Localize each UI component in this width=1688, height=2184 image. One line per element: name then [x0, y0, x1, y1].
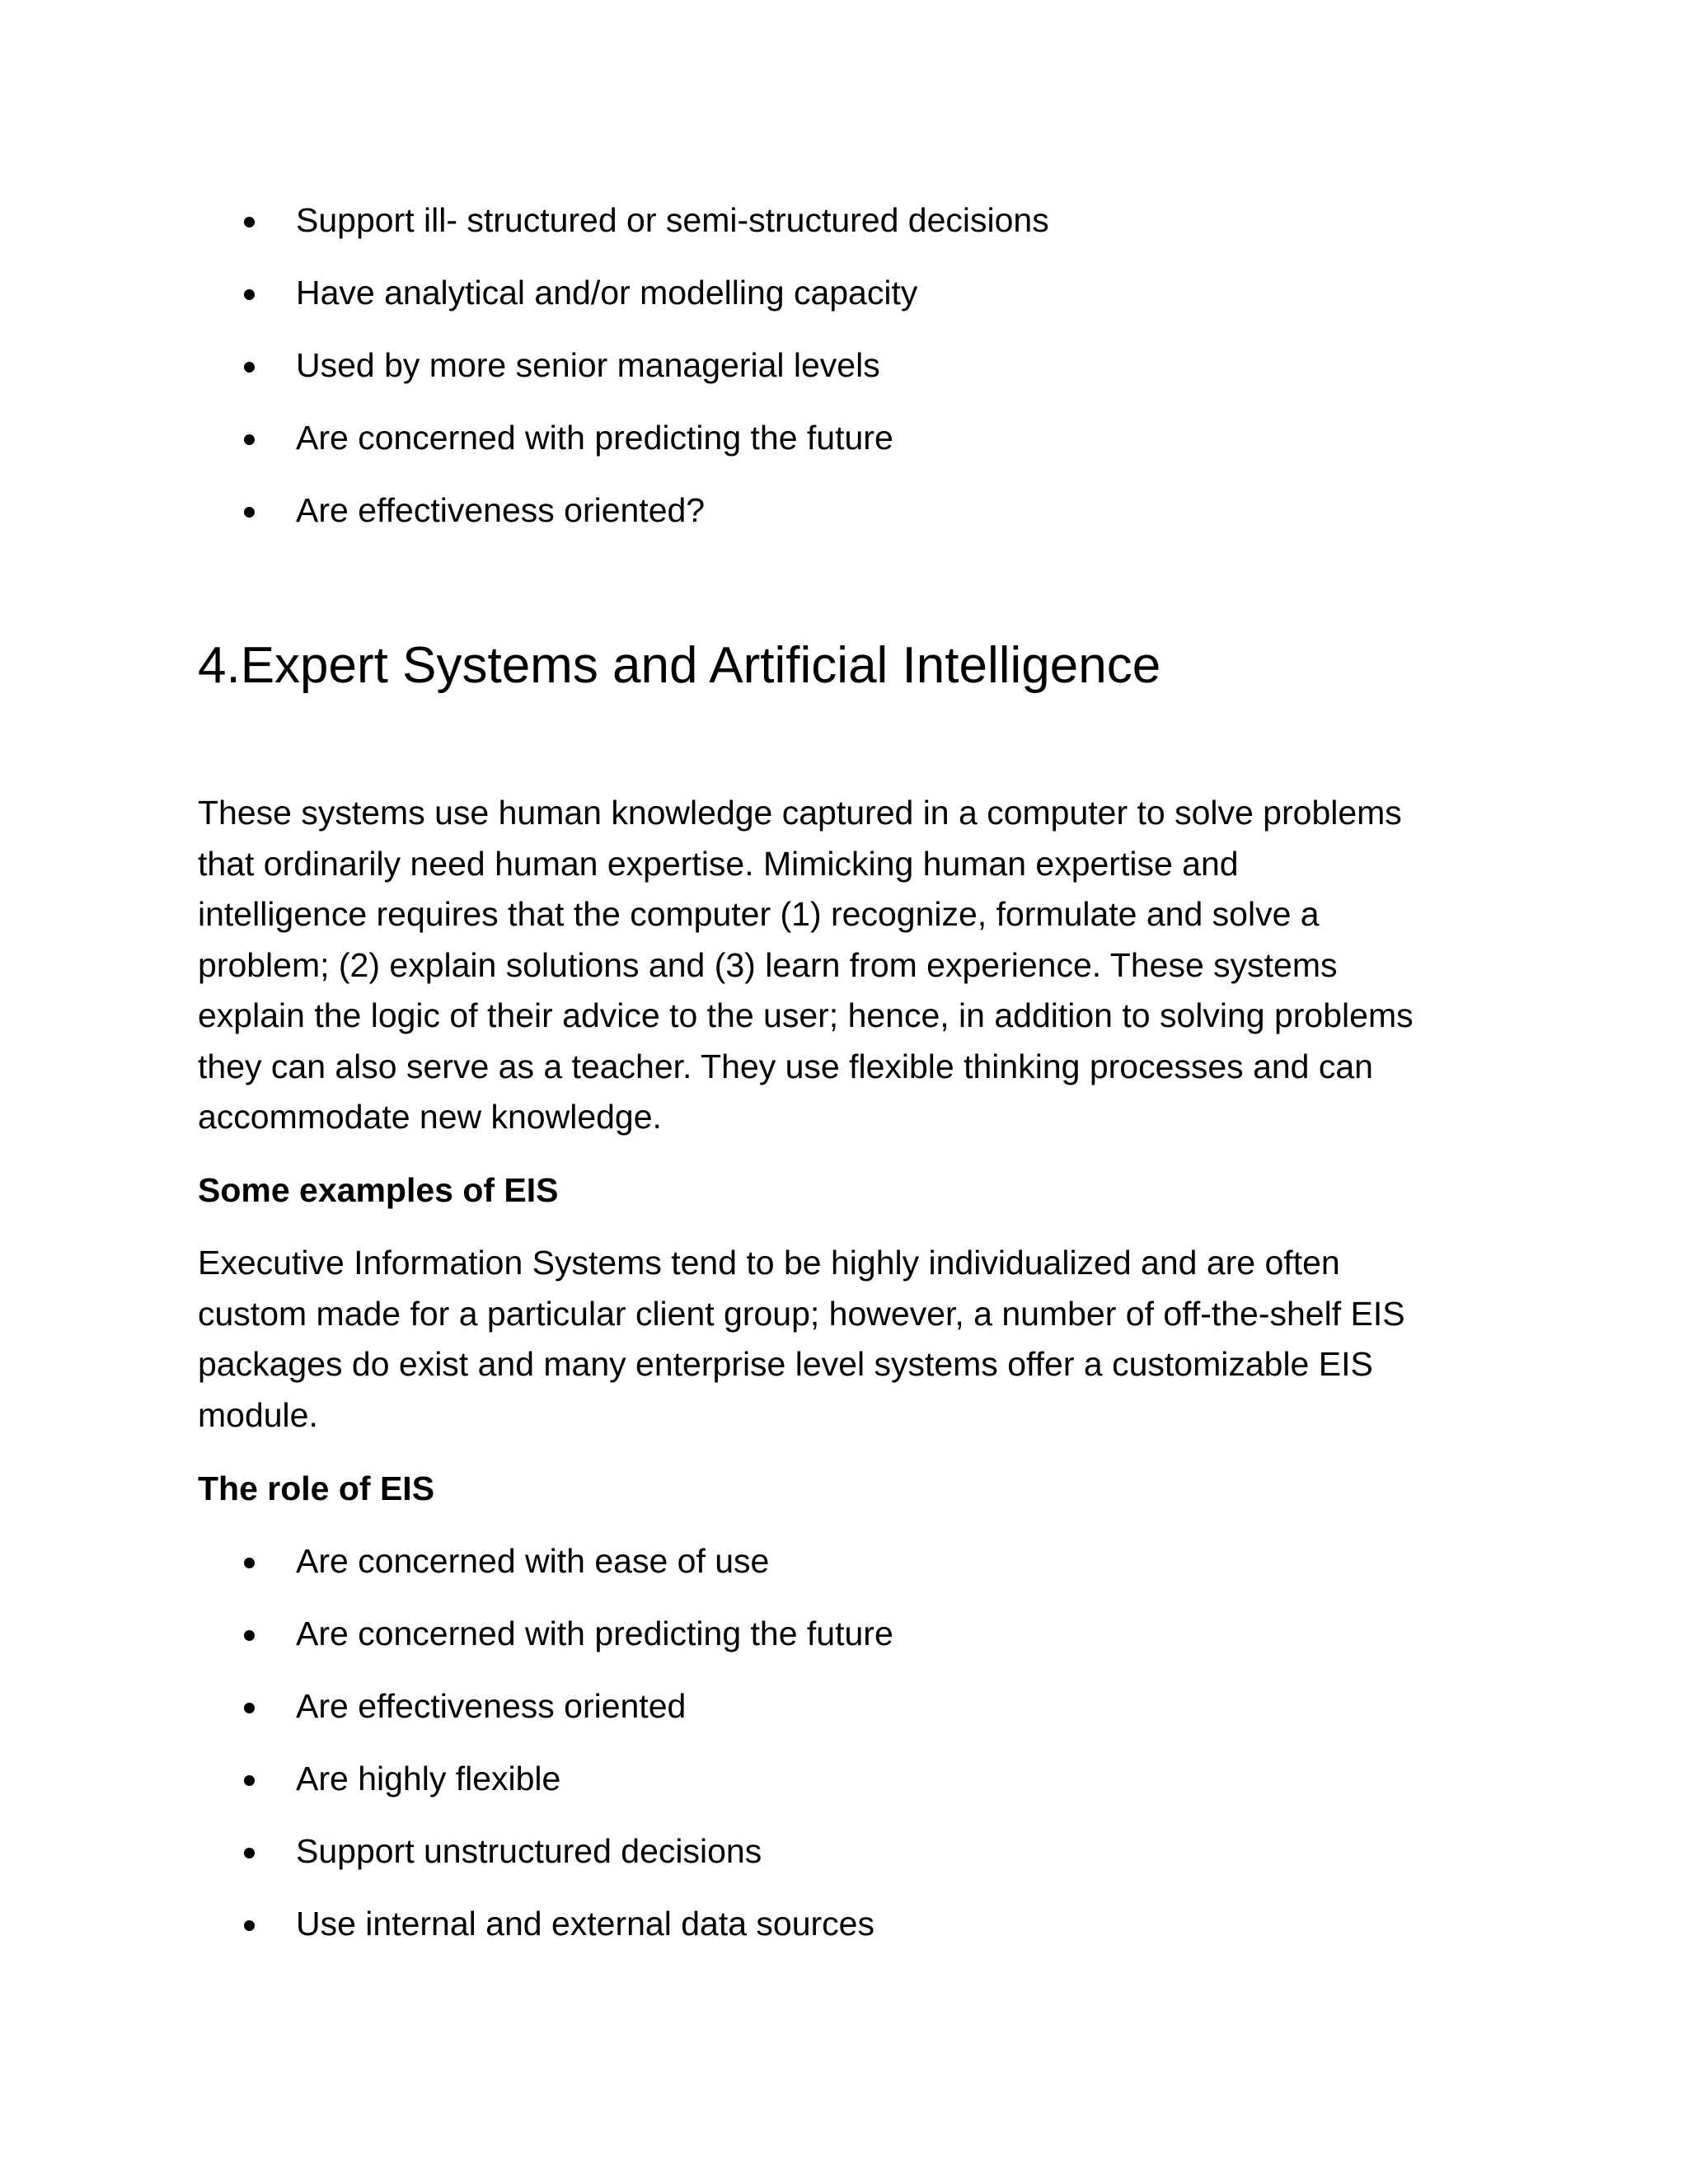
- bullet-icon: [244, 1703, 255, 1713]
- paragraph-line: module.: [198, 1395, 318, 1434]
- list-item-text: Are concerned with predicting the future: [296, 419, 893, 457]
- list-item: [0, 340, 1688, 390]
- bullet-icon: [244, 362, 255, 373]
- list-item-text: Use internal and external data sources: [296, 1905, 874, 1943]
- list-item-text: Are concerned with predicting the future: [296, 1615, 893, 1652]
- examples-paragraph: [198, 1238, 1517, 1441]
- list-item-text: Support ill- structured or semi-structured decisions: [296, 201, 1049, 239]
- paragraph-line: they can also serve as a teacher. They use flexible thinking processes and can: [198, 1047, 1373, 1085]
- list-item-text: Used by more senior managerial levels: [296, 346, 880, 384]
- paragraph-line: intelligence requires that the computer (1) recognize, formulate and solve a: [198, 895, 1320, 933]
- examples-heading: Some examples of EIS: [198, 1171, 559, 1209]
- paragraph-line: packages do exist and many enterprise level systems offer a customizable EIS: [198, 1345, 1373, 1383]
- list-item: [0, 1536, 1688, 1586]
- list-item: [0, 195, 1688, 245]
- bullet-icon: [244, 289, 255, 300]
- intro-paragraph: [198, 788, 1517, 1143]
- paragraph-line: custom made for a particular client group; however, a number of off-the-shelf EIS: [198, 1294, 1405, 1333]
- paragraph-line: accommodate new knowledge.: [198, 1098, 662, 1136]
- bullet-icon: [244, 1848, 255, 1858]
- list-item: [0, 1826, 1688, 1876]
- section-heading: 4.Expert Systems and Artificial Intelligence: [198, 637, 1161, 694]
- list-item-text: Are effectiveness oriented?: [296, 491, 706, 529]
- paragraph-line: Executive Information Systems tend to be highly individualized and are often: [198, 1244, 1340, 1282]
- list-item: [0, 1754, 1688, 1803]
- list-item-text: Are effectiveness oriented: [296, 1687, 687, 1725]
- list-item: [0, 413, 1688, 462]
- list-item: [0, 1681, 1688, 1731]
- paragraph-line: explain the logic of their advice to the user; hence, in addition to solving problems: [198, 996, 1414, 1034]
- list-item-text: Have analytical and/or modelling capacity: [296, 274, 918, 312]
- paragraph-line: that ordinarily need human expertise. Mimicking human expertise and: [198, 844, 1239, 883]
- list-item: [0, 268, 1688, 317]
- role-heading: The role of EIS: [198, 1469, 435, 1507]
- paragraph-line: problem; (2) explain solutions and (3) learn from experience. These systems: [198, 945, 1338, 984]
- bullet-icon: [244, 1630, 255, 1641]
- paragraph-line: These systems use human knowledge captured in a computer to solve problems: [198, 794, 1402, 832]
- bullet-icon: [244, 434, 255, 445]
- list-item: [0, 1899, 1688, 1948]
- bullet-icon: [244, 1920, 255, 1931]
- bullet-icon: [244, 1775, 255, 1786]
- list-item: [0, 1609, 1688, 1658]
- bullet-icon: [244, 507, 255, 518]
- bullet-icon: [244, 1558, 255, 1568]
- list-item-text: Support unstructured decisions: [296, 1832, 762, 1870]
- list-item: [0, 485, 1688, 535]
- list-item-text: Are concerned with ease of use: [296, 1542, 770, 1580]
- bullet-icon: [244, 217, 255, 227]
- list-item-text: Are highly flexible: [296, 1760, 561, 1797]
